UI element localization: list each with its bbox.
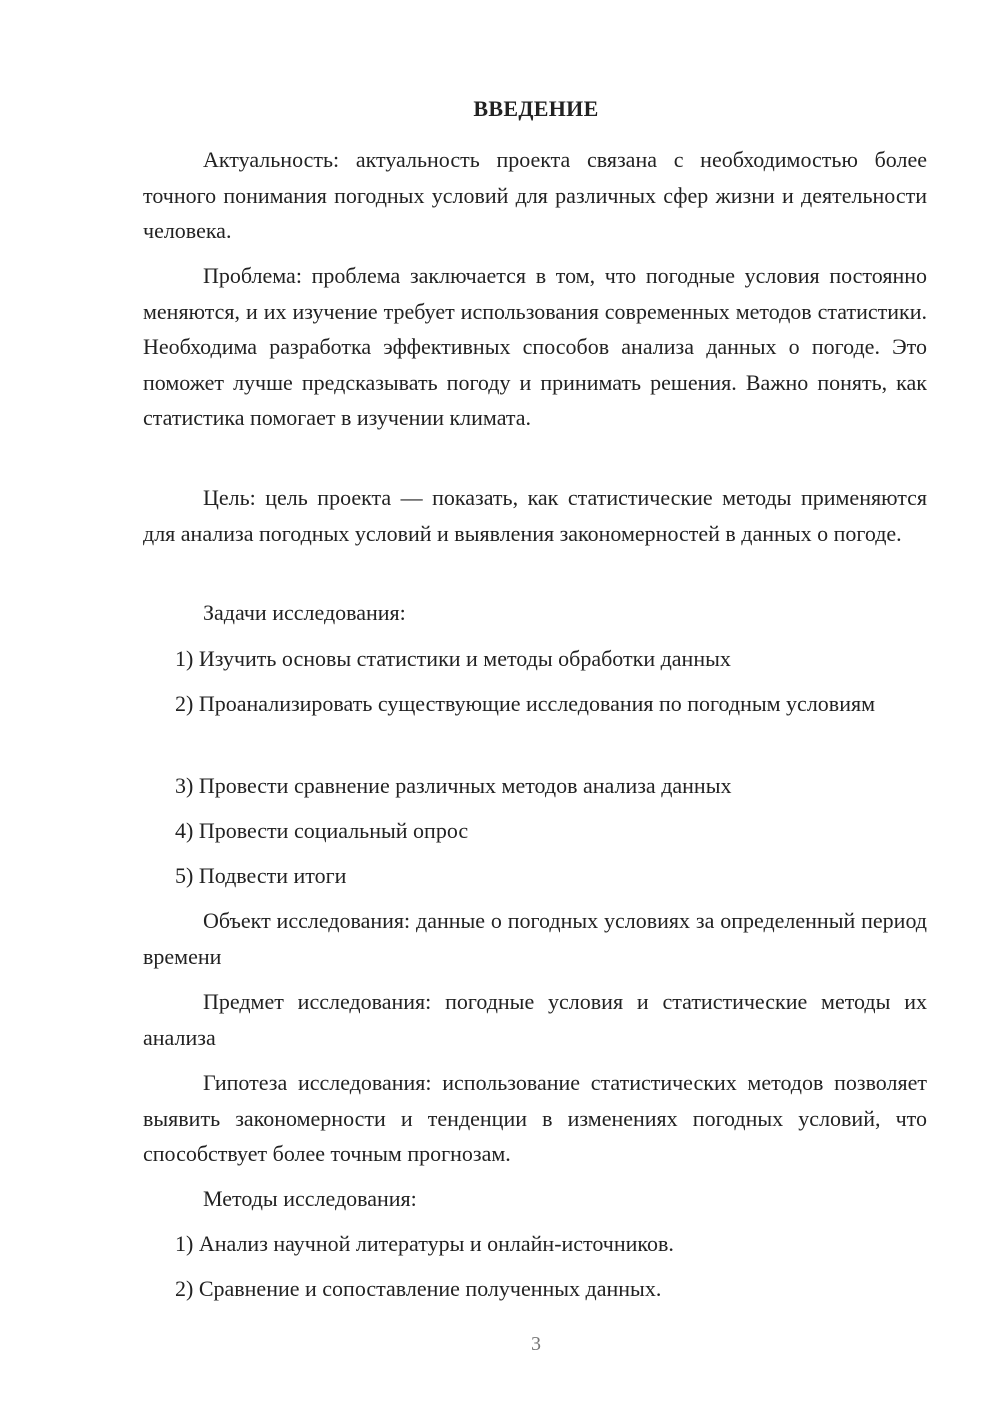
paragraph-relevance: Актуальность: актуальность проекта связана с необходимостью более точного понимания погодных условий для различных сфер жизни и деятельности человека. [143, 147, 927, 243]
paragraph-tasks-heading: Задачи исследования: [203, 600, 406, 625]
paragraph-goal: Цель: цель проекта — показать, как статистические методы применяются для анализа погодных условий и выявления закономерностей в данных о погоде. [143, 485, 927, 546]
method-item: 1) Анализ научной литературы и онлайн-источников. [175, 1231, 674, 1256]
task-item: 2) Проанализировать существующие исследования по погодным условиям [175, 691, 876, 716]
page-number: 3 [531, 1333, 541, 1355]
paragraph-problem: Проблема: проблема заключается в том, что погодные условия постоянно меняются, и их изучение требует использования современных методов статистики. Необходима разработка эффективных способов анализа данных о погоде. Это поможет лучше предсказывать погоду и принимать решения. Важно понять, как статистика помогает в изучении климата. [143, 263, 927, 430]
page-title: ВВЕДЕНИЕ [473, 96, 599, 121]
task-item: 5) Подвести итоги [175, 863, 347, 888]
task-item: 1) Изучить основы статистики и методы обработки данных [175, 646, 731, 671]
paragraph-methods-heading: Методы исследования: [203, 1186, 417, 1211]
task-item: 3) Провести сравнение различных методов анализа данных [175, 773, 732, 798]
method-item: 2) Сравнение и сопоставление полученных данных. [175, 1276, 662, 1301]
task-item: 4) Провести социальный опрос [175, 818, 469, 843]
paragraph-subject: Предмет исследования: погодные условия и статистические методы их анализа [143, 989, 927, 1050]
paragraph-object: Объект исследования: данные о погодных условиях за определенный период времени [143, 908, 927, 969]
paragraph-hypothesis: Гипотеза исследования: использование статистических методов позволяет выявить закономерности и тенденции в изменениях погодных условий, что способствует более точным прогнозам. [143, 1070, 927, 1166]
